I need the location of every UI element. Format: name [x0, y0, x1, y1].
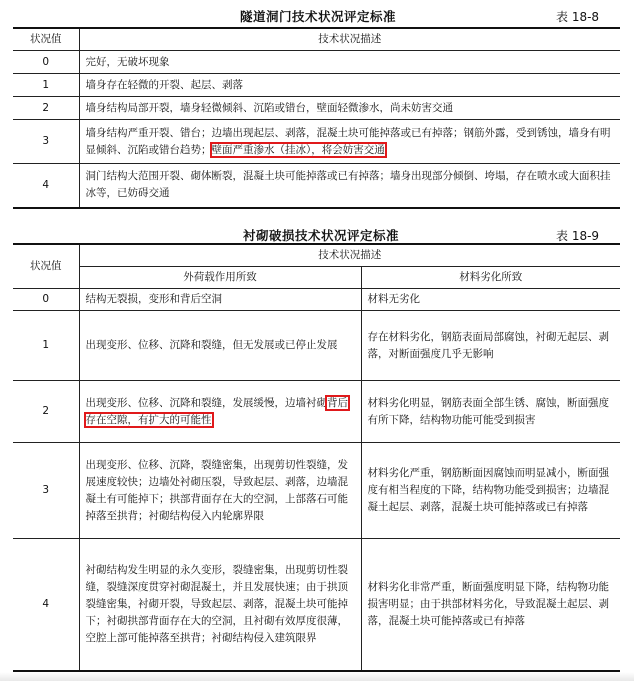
external-load-desc: 衬砌结构发生明显的永久变形，裂缝密集，出现剪切性裂缝，裂缝深度贯穿衬砌混凝土，并且发展快速；由于拱顶裂缝密集，衬砌开裂，导致起层、剥落，混凝土块可能掉下；衬砌拱部背面存在大的空洞，且衬砌有效厚度很薄，空腔上部可能掉落至拱背；衬砌结构侵入建筑限界 [79, 539, 361, 671]
external-load-desc: 出现变形、位移、沉降，裂缝密集，出现剪切性裂缝，发展速度较快；边墙处衬砌压裂，导致起层、剥落，边墙混凝土有可能掉下；拱部背面存在大的空洞，上部落石可能掉落至拱背；衬砌结构侵入内轮廓界限 [79, 443, 361, 539]
page-bottom-fade [0, 672, 634, 681]
status-value: 1 [13, 74, 79, 97]
table2-number: 表 18-9 [556, 229, 600, 243]
description: 洞门结构大范围开裂、砌体断裂，混凝土块可能掉落或已有掉落；墙身出现部分倾倒、垮塌，存在喷水或大面积挂冰等，已妨碍交通 [79, 164, 620, 208]
header-external-load: 外荷载作用所致 [79, 267, 361, 289]
status-value: 1 [13, 311, 79, 381]
status-value: 3 [13, 443, 79, 539]
table-row [13, 381, 620, 443]
header-status-value: 状况值 [13, 28, 79, 51]
table1-title: 隧道洞门技术状况评定标准 [240, 9, 397, 24]
status-value: 4 [13, 539, 79, 671]
material-desc: 材料劣化非常严重，断面强度明显下降，结构物功能损害明显；由于拱部材料劣化，导致混凝土起层、剥落，混凝土块可能掉落或已有掉落 [361, 539, 620, 671]
header-material-deterioration: 材料劣化所致 [361, 267, 620, 289]
table-row [13, 74, 620, 97]
header-description: 技术状况描述 [79, 28, 620, 51]
table-tunnel-portal [13, 27, 620, 209]
external-load-desc: 出现变形、位移、沉降和裂缝，但无发展或已停止发展 [79, 311, 361, 381]
table-row [13, 311, 620, 381]
description-text: 出现变形、位移、沉降和裂缝，发展缓慢，边墙衬砌 [85, 396, 327, 409]
header-status-value: 状况值 [13, 244, 79, 289]
header-description: 技术状况描述 [79, 244, 620, 267]
status-value: 4 [13, 164, 79, 208]
table-row [13, 443, 620, 539]
table-row [13, 289, 620, 311]
table-row [13, 164, 620, 208]
status-value: 0 [13, 289, 79, 311]
external-load-desc [79, 381, 361, 443]
highlighted-text: 背后存在空隙，有扩大的可能性 [85, 396, 348, 426]
table-row [13, 97, 620, 120]
status-value: 2 [13, 381, 79, 443]
status-value: 0 [13, 51, 79, 74]
table-row [13, 539, 620, 671]
material-desc: 材料无劣化 [361, 289, 620, 311]
external-load-desc: 结构无裂损，变形和背后空洞 [79, 289, 361, 311]
table1-number: 表 18-8 [556, 10, 600, 24]
material-desc: 材料劣化明显，钢筋表面全部生锈、腐蚀，断面强度有所下降，结构物功能可能受到损害 [361, 381, 620, 443]
highlighted-text: 壁面严重渗水（挂冰），将会妨害交通 [211, 143, 385, 156]
description: 墙身存在轻微的开裂、起层、剥落 [79, 74, 620, 97]
description: 完好，无破坏现象 [79, 51, 620, 74]
table2-title: 衬砌破损技术状况评定标准 [243, 228, 400, 243]
status-value: 3 [13, 120, 79, 164]
table-header-row [13, 28, 620, 51]
table-subheader-row [13, 267, 620, 289]
description [79, 120, 620, 164]
material-desc: 材料劣化严重，钢筋断面因腐蚀而明显减小，断面强度有相当程度的下降，结构物功能受到损害；边墙混凝土起层、剥落，混凝土块可能掉落或已有掉落 [361, 443, 620, 539]
table-row [13, 120, 620, 164]
material-desc: 存在材料劣化，钢筋表面局部腐蚀，衬砌无起层、剥落，对断面强度几乎无影响 [361, 311, 620, 381]
description-text: 墙身结构严重开裂、错台；边墙出现起层、剥落，混凝土块可能掉落或已有掉落；钢筋外露，受到锈蚀，墙身有明显倾斜、沉陷或错台趋势； [85, 126, 611, 156]
table-header-row [13, 244, 620, 267]
table-lining-damage [13, 243, 620, 672]
table-row [13, 51, 620, 74]
description: 墙身结构局部开裂，墙身轻微倾斜、沉陷或错台，壁面轻微渗水，尚未妨害交通 [79, 97, 620, 120]
status-value: 2 [13, 97, 79, 120]
